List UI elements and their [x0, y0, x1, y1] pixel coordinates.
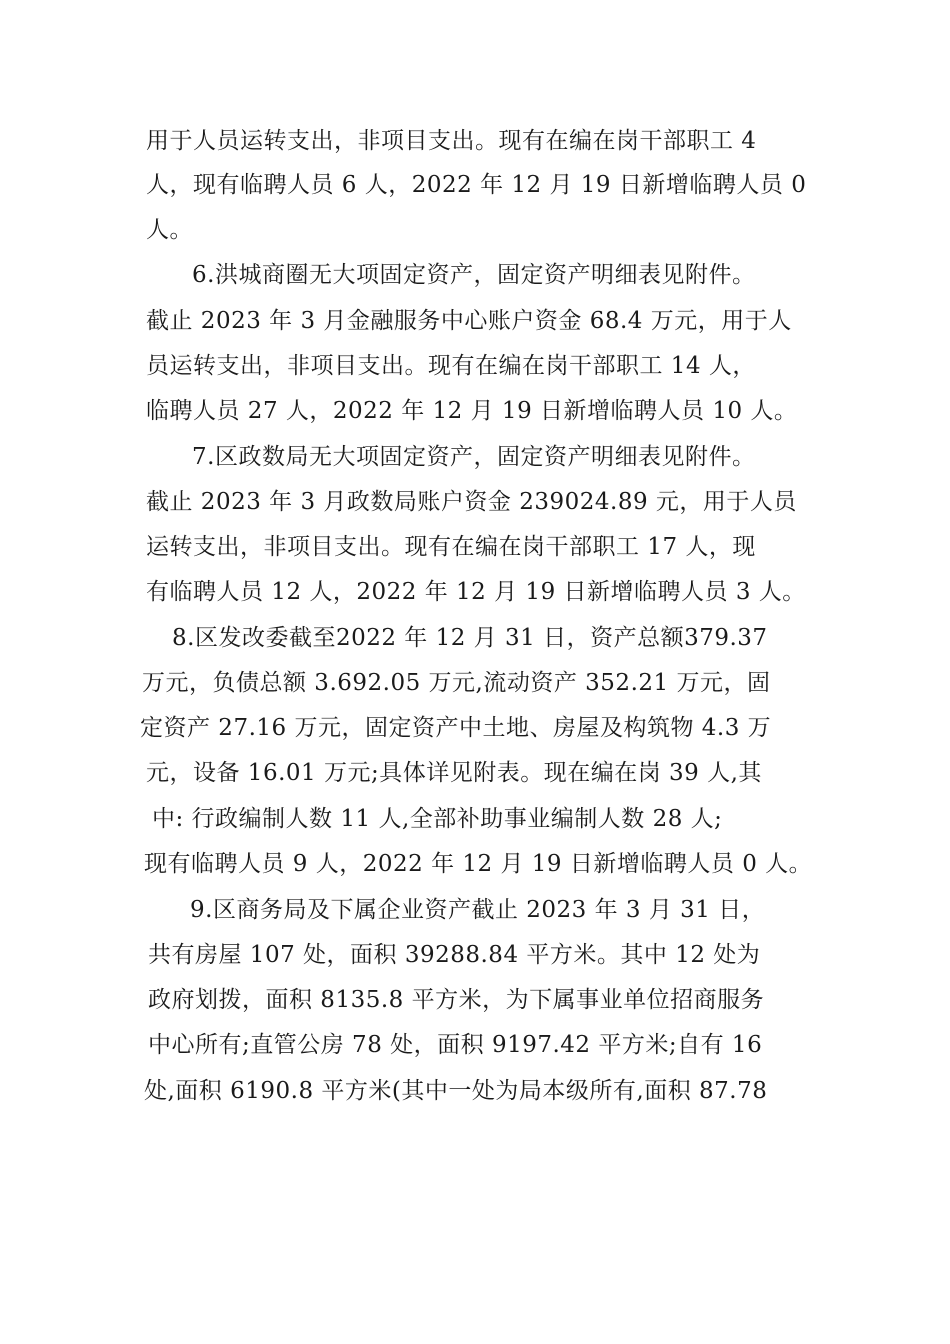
text-line: 员运转支出，非项目支出。现有在编在岗干部职工 14 人，: [146, 353, 756, 379]
text-line: 万元，负债总额 3.692.05 万元,流动资产 352.21 万元，固: [142, 670, 771, 696]
text-line: 截止 2023 年 3 月金融服务中心账户资金 68.4 万元，用于人: [146, 308, 792, 334]
text-line: 定资产 27.16 万元，固定资产中土地、房屋及构筑物 4.3 万: [140, 715, 772, 741]
text-line: 运转支出，非项目支出。现有在编在岗干部职工 17 人，现: [146, 534, 756, 560]
text-line: 人，现有临聘人员 6 人，2022 年 12 月 19 日新增临聘人员 0: [146, 172, 807, 198]
paragraph-9-heading: 9.区商务局及下属企业资产截止 2023 年 3 月 31 日，: [190, 897, 766, 923]
text-line: 有临聘人员 12 人，2022 年 12 月 19 日新增临聘人员 3 人。: [146, 579, 806, 605]
text-line: 现有临聘人员 9 人，2022 年 12 月 19 日新增临聘人员 0 人。: [144, 851, 813, 877]
paragraph-8-heading: 8.区发改委截至2022 年 12 月 31 日，资产总额379.37: [172, 625, 768, 651]
text-line: 元，设备 16.01 万元;具体详见附表。现在编在岗 39 人,其: [146, 760, 762, 786]
text-line: 人。: [146, 217, 193, 243]
paragraph-7-heading: 7.区政数局无大项固定资产，固定资产明细表见附件。: [192, 444, 756, 470]
text-line: 截止 2023 年 3 月政数局账户资金 239024.89 元，用于人员: [146, 489, 797, 515]
paragraph-6-heading: 6.洪城商圈无大项固定资产，固定资产明细表见附件。: [192, 262, 756, 288]
text-line: 处,面积 6190.8 平方米(其中一处为局本级所有,面积 87.78: [144, 1078, 768, 1104]
text-line: 临聘人员 27 人，2022 年 12 月 19 日新增临聘人员 10 人。: [146, 398, 798, 424]
text-line: 共有房屋 107 处，面积 39288.84 平方米。其中 12 处为: [148, 942, 761, 968]
text-line: 用于人员运转支出，非项目支出。现有在编在岗干部职工 4: [146, 128, 757, 154]
text-line: 中: 行政编制人数 11 人,全部补助事业编制人数 28 人;: [152, 806, 723, 832]
text-line: 政府划拨，面积 8135.8 平方米，为下属事业单位招商服务: [148, 987, 765, 1013]
text-line: 中心所有;直管公房 78 处，面积 9197.42 平方米;自有 16: [148, 1032, 763, 1058]
